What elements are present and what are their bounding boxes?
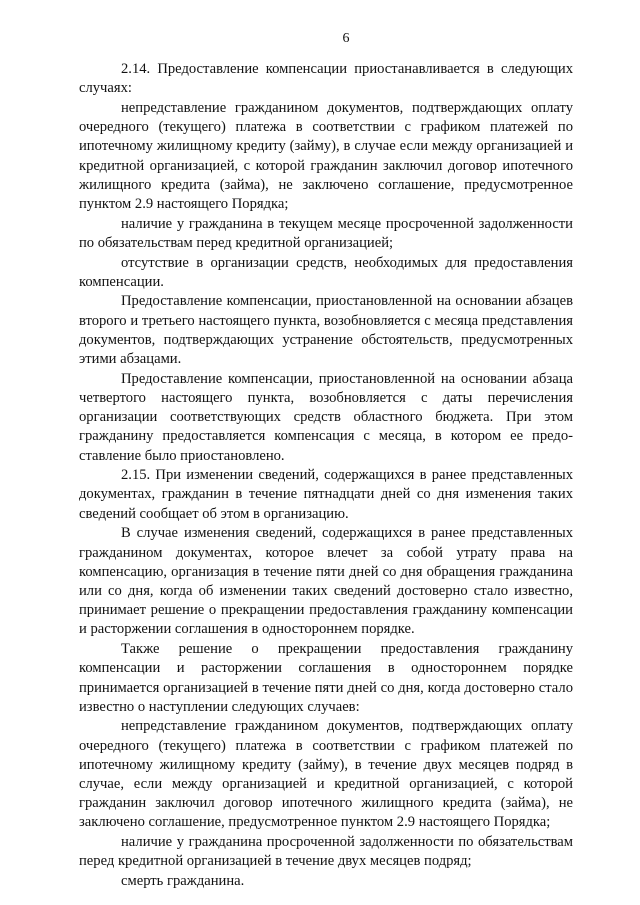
paragraph-suspension-case-no-funds: отсутствие в организации средств, необходимых для предоставления компенсации.	[79, 254, 573, 290]
paragraph-termination-case-death: смерть гражданина.	[121, 873, 245, 890]
paragraph-termination-intro: Также решение о прекращении предоставления гражданину компенсации и расторжении соглашения в одностороннем порядке принимается организацией в течение пяти дней со дня, когда достоверно стало известно о наступлении следующих случаев:	[79, 641, 573, 715]
page-number: 6	[342, 31, 350, 46]
paragraph-termination-case-documents: непредставление гражданином документов, подтверждающих оплату очередного (текущего) платежа в соответствии с графиком платежей по ипотечному жилищному кредиту (займу), в течение двух месяцев подряд в случае, если между организацией и кредитной организацией, с которой гражданин заключил договор ипотечного жилищного кредита (займа), не заключено соглашение, предусмотренное пунктом 2.9 настоящего Порядка;	[79, 718, 573, 831]
paragraph-termination-case-overdue-debt: наличие у гражданина просроченной задолженности по обязательствам перед кредитной организацией в течение двух месяцев подряд;	[79, 834, 573, 870]
paragraph-resumption-funds: Предоставление компенсации, приостановленной на основании абзаца четвертого настоящего пункта, возобновляется с даты перечисления организации соответствующих средств областного бюджета. При этом гражданину предоставляется компенсация с месяца, в котором ее предоставление было приостановлено.	[79, 370, 573, 464]
paragraph-termination-change-of-data: В случае изменения сведений, содержащихся в ранее представленных гражданином документах, которое влечет за собой утрату права на компенсацию, организация в течение пяти дней со дня обращения гражданина или со дня, когда об изменении таких сведений достоверно стало известно, принимает решение о прекращении предоставления гражданину компенсации и расторжении соглашения в одностороннем порядке.	[79, 525, 573, 638]
paragraph-suspension-case-overdue-debt: наличие у гражданина в текущем месяце просроченной задолженности по обязательствам перед кредитной организацией;	[79, 215, 573, 251]
paragraph-2-14-heading: 2.14. Предоставление компенсации приостанавливается в следующих случаях:	[79, 61, 573, 97]
paragraph-suspension-case-documents: непредставление гражданином документов, подтверждающих оплату очередного (текущего) платежа в соответствии с графиком платежей по ипотечному жилищному кредиту (займу), в случае если между организацией и кредитной организацией, с которой гражданин заключил договор ипотечного жилищного кредита (займа), не заключено соглашение, предусмотренное пунктом 2.9 настоящего Порядка;	[79, 99, 573, 212]
document-page	[79, 30, 573, 892]
paragraph-2-15-heading: 2.15. При изменении сведений, содержащихся в ранее представленных документах, гражданин в течение пятнадцати дней со дня изменения таких сведений сообщает об этом в организацию.	[79, 467, 573, 522]
paragraph-resumption-documents: Предоставление компенсации, приостановленной на основании абзацев второго и третьего настоящего пункта, возобновляется с месяца представления документов, подтверждающих устранение обстоятельств, предусмотренных этими абзацами.	[79, 293, 573, 368]
